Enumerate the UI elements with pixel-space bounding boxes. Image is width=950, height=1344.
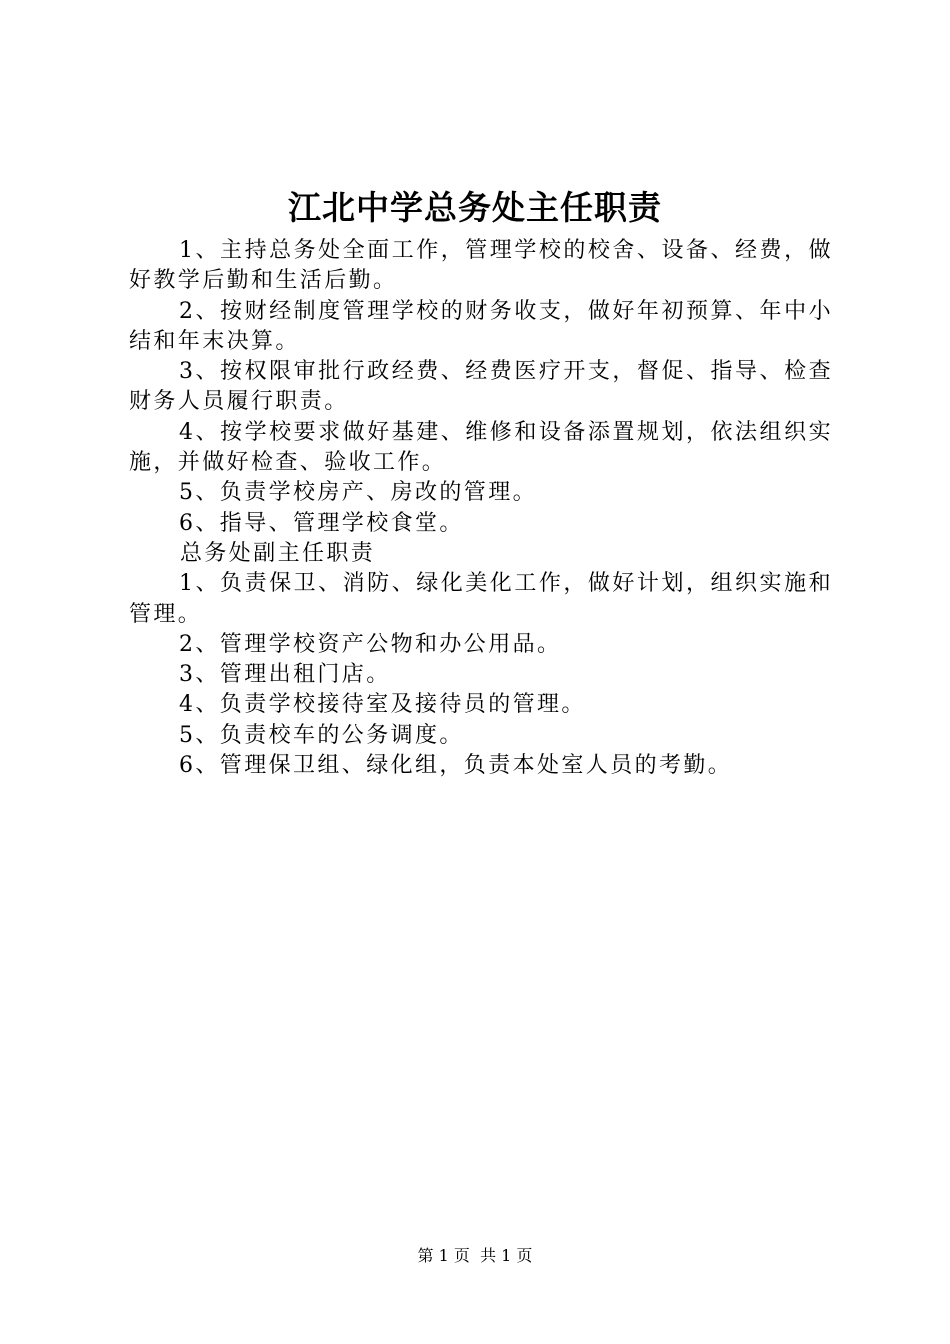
deputy-duty-paragraph-5: 5、负责校车的公务调度。 [179, 722, 464, 748]
duty-paragraph-6: 6、指导、管理学校食堂。 [179, 510, 464, 536]
document-title: 江北中学总务处主任职责 [288, 188, 662, 227]
duty-paragraph-3: 3、按权限审批行政经费、经费医疗开支，督促、指导、检查财务人员履行职责。 [129, 359, 833, 415]
deputy-duty-paragraph-3: 3、管理出租门店。 [179, 662, 391, 688]
duty-paragraph-1: 1、主持总务处全面工作，管理学校的校舍、设备、经费，做好教学后勤和生活后勤。 [129, 238, 833, 294]
deputy-duty-paragraph-2: 2、管理学校资产公物和办公用品。 [179, 631, 562, 657]
section-subheading: 总务处副主任职责 [180, 540, 376, 566]
duty-paragraph-2: 2、按财经制度管理学校的财务收支，做好年初预算、年中小结和年末决算。 [129, 298, 833, 354]
duty-paragraph-4: 4、按学校要求做好基建、维修和设备添置规划，依法组织实施，并做好检查、验收工作。 [129, 419, 833, 476]
duty-paragraph-5: 5、负责学校房产、房改的管理。 [179, 480, 537, 506]
deputy-duty-paragraph-1: 1、负责保卫、消防、绿化美化工作，做好计划，组织实施和管理。 [129, 571, 833, 627]
page-total: 共 1 页 [480, 1246, 533, 1265]
deputy-duty-paragraph-6: 6、管理保卫组、绿化组，负责本处室人员的考勤。 [179, 753, 733, 779]
document-body [129, 236, 833, 781]
page-number: 第 1 页 [417, 1246, 470, 1265]
deputy-duty-paragraph-4: 4、负责学校接待室及接待员的管理。 [179, 692, 586, 718]
page-footer [0, 1244, 950, 1268]
